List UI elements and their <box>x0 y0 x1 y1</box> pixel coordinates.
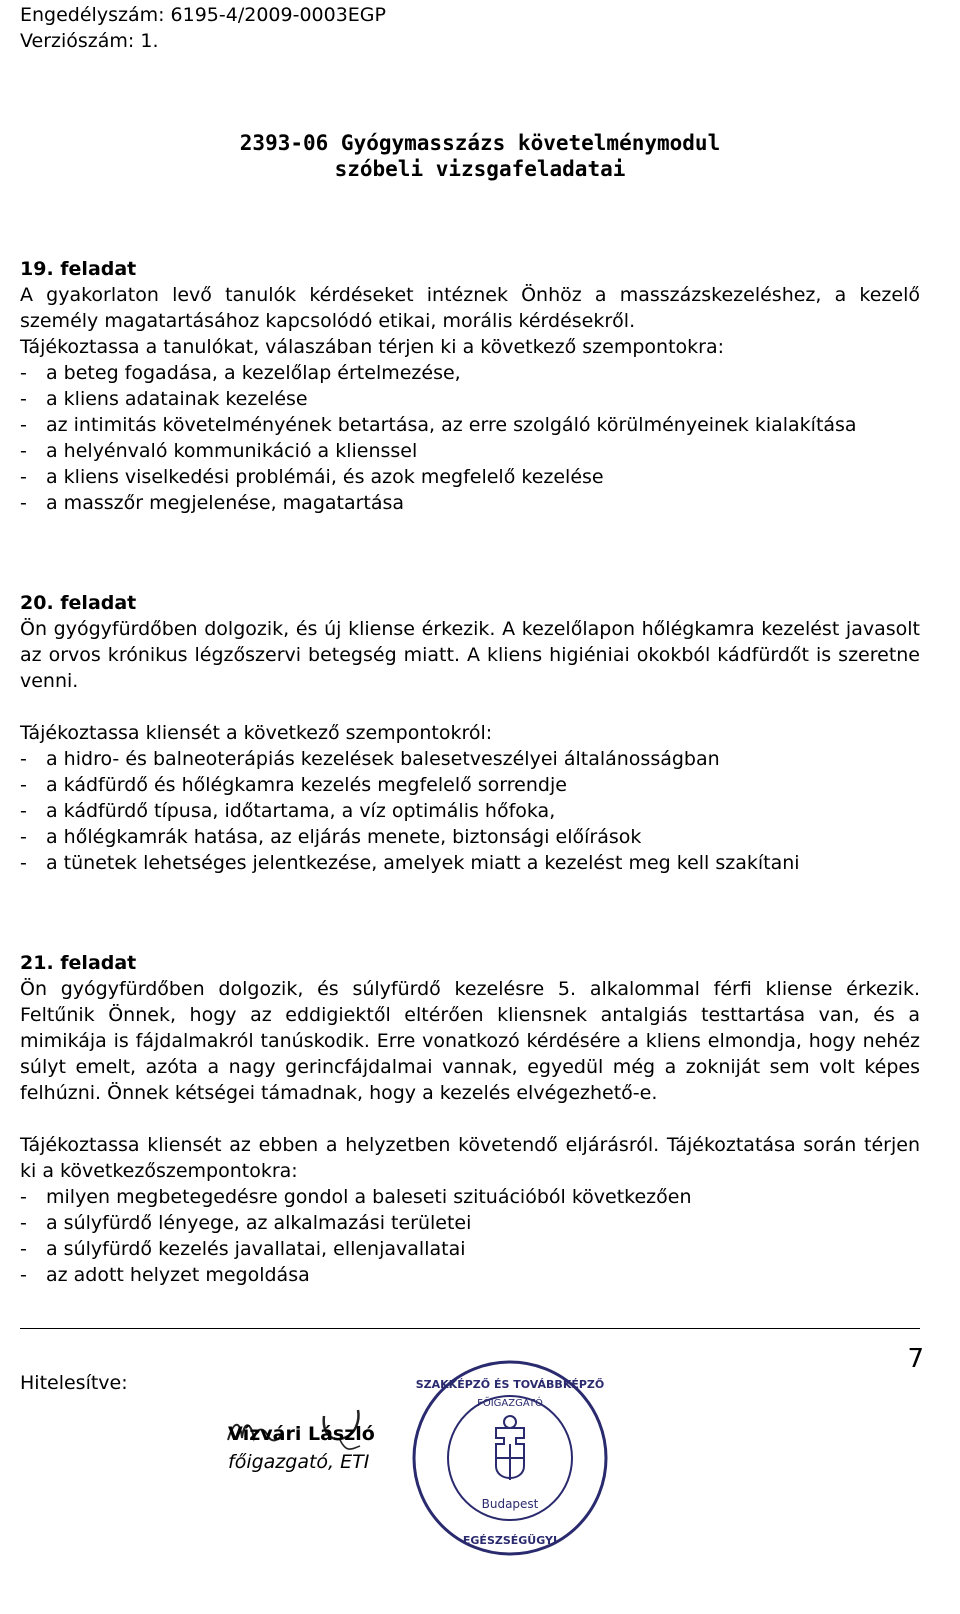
signer-block <box>228 1420 375 1476</box>
task-20 <box>20 590 920 876</box>
footer-divider <box>20 1328 920 1329</box>
official-seal-icon <box>410 1358 610 1558</box>
list-item: - a kliens adatainak kezelése <box>20 386 920 412</box>
svg-text:Budapest: Budapest <box>481 1497 539 1511</box>
license-number: Engedélyszám: 6195-4/2009-0003EGP <box>20 4 386 26</box>
task-title: 20. feladat <box>20 592 137 614</box>
task-lead: Tájékoztassa kliensét a következő szempontokról: <box>20 722 493 744</box>
list-item: - a helyénvaló kommunikáció a klienssel <box>20 438 920 464</box>
signer-role: főigazgató, ETI <box>228 1451 370 1473</box>
task-intro: Ön gyógyfürdőben dolgozik, és új kliense érkezik. A kezelőlapon hőlégkamra kezelést javasolt az orvos krónikus légzőszervi betegség miatt. A kliens higiéniai okokból kádfürdőt is szeretne venni. <box>20 618 920 692</box>
list-item: - az intimitás követelményének betartása, az erre szolgáló körülményeinek kialakítása <box>20 412 920 438</box>
task-title: 19. feladat <box>20 258 137 280</box>
svg-text:FŐIGAZGATÓ: FŐIGAZGATÓ <box>477 1398 543 1409</box>
svg-text:EGÉSZSÉGÜGYI: EGÉSZSÉGÜGYI <box>462 1534 558 1547</box>
task-criteria-list <box>20 746 920 876</box>
task-title: 21. feladat <box>20 952 137 974</box>
task-lead: Tájékoztassa a tanulókat, válaszában térjen ki a következő szempontokra: <box>20 336 725 358</box>
task-19 <box>20 256 920 516</box>
list-item: - a hidro- és balneoterápiás kezelések balesetveszélyei általánosságban <box>20 746 920 772</box>
task-intro: A gyakorlaton levő tanulók kérdéseket intéznek Önhöz a masszázskezeléshez, a kezelő személy magatartásához kapcsolódó etikai, morális kérdésekről. <box>20 284 920 332</box>
task-lead: Tájékoztassa kliensét az ebben a helyzetben követendő eljárásról. Tájékoztatása során térjen ki a következőszempontokra: <box>20 1134 920 1182</box>
list-item: - a hőlégkamrák hatása, az eljárás menete, biztonsági előírások <box>20 824 920 850</box>
list-item: - a kádfürdő és hőlégkamra kezelés megfelelő sorrendje <box>20 772 920 798</box>
list-item: - a kádfürdő típusa, időtartama, a víz optimális hőfoka, <box>20 798 920 824</box>
list-item: - a kliens viselkedési problémái, és azok megfelelő kezelése <box>20 464 920 490</box>
list-item: - a beteg fogadása, a kezelőlap értelmezése, <box>20 360 920 386</box>
list-item: - a tünetek lehetséges jelentkezése, amelyek miatt a kezelést meg kell szakítani <box>20 850 920 876</box>
document-title-line2: szóbeli vizsgafeladatai <box>334 157 626 181</box>
task-intro: Ön gyógyfürdőben dolgozik, és súlyfürdő kezelésre 5. alkalommal férfi kliense érkezik. Feltűnik Önnek, hogy az eddigiektől eltérően kliensnek antalgiás testtartása van, és a mimikája is fájdalmakról tanúskodik. Erre vonatkozó kérdésére a kliens elmondja, hogy nehéz súlyt emelt, azóta a nagy gerincfájdalmai vannak, egyedül még a zokniját sem volt képes felhúzni. Önnek kétségei támadnak, hogy a kezelés elvégezhető-e. <box>20 978 920 1104</box>
list-item: - az adott helyzet megoldása <box>20 1262 920 1288</box>
signer-name: Vízvári László <box>228 1423 375 1445</box>
authenticated-label: Hitelesítve: <box>20 1372 128 1394</box>
document-title-line1: 2393-06 Gyógymasszázs követelménymodul <box>239 131 721 155</box>
task-criteria-list <box>20 1184 920 1288</box>
list-item: - a súlyfürdő kezelés javallatai, ellenjavallatai <box>20 1236 920 1262</box>
task-21 <box>20 950 920 1288</box>
list-item: - a masszőr megjelenése, magatartása <box>20 490 920 516</box>
svg-text:SZAKKÉPZŐ ÉS TOVÁBBKÉPZŐ: SZAKKÉPZŐ ÉS TOVÁBBKÉPZŐ <box>415 1378 605 1391</box>
list-item: - a súlyfürdő lényege, az alkalmazási területei <box>20 1210 920 1236</box>
version-number: Verziószám: 1. <box>20 30 159 52</box>
list-item: - milyen megbetegedésre gondol a baleseti szituációból következően <box>20 1184 920 1210</box>
task-criteria-list <box>20 360 920 516</box>
page-number: 7 <box>907 1344 924 1374</box>
